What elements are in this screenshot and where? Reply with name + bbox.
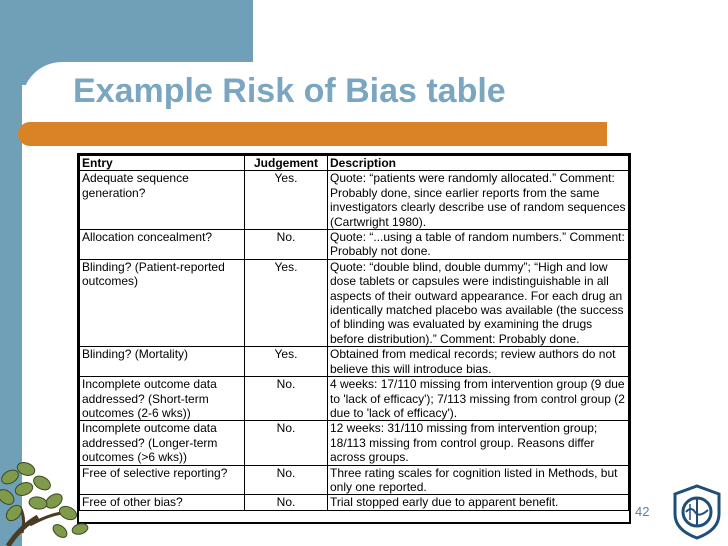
table-row bbox=[80, 347, 629, 377]
entry-cell: Free of other bias? bbox=[80, 495, 245, 510]
slide-title: Example Risk of Bias table bbox=[73, 72, 506, 110]
table-header-row bbox=[80, 156, 629, 171]
judgement-cell: No. bbox=[245, 230, 328, 260]
description-cell: Trial stopped early due to apparent benefit. bbox=[328, 495, 629, 510]
description-cell: Quote: “...using a table of random numbers.” Comment: Probably not done. bbox=[328, 230, 629, 260]
judgement-cell: No. bbox=[245, 495, 328, 510]
table-row bbox=[80, 259, 629, 346]
judgement-cell: No. bbox=[245, 421, 328, 465]
judgement-cell: Yes. bbox=[245, 347, 328, 377]
description-cell: Obtained from medical records; review authors do not believe this will introduce bias. bbox=[328, 347, 629, 377]
table-row bbox=[80, 377, 629, 421]
page-number: 42 bbox=[635, 504, 650, 519]
table-row bbox=[80, 421, 629, 465]
entry-cell: Adequate sequence generation? bbox=[80, 171, 245, 230]
entry-cell: Incomplete outcome data addressed? (Short-term outcomes (2-6 wks)) bbox=[80, 377, 245, 421]
header-judgement: Judgement bbox=[245, 156, 328, 171]
cochrane-logo-icon bbox=[672, 484, 722, 540]
description-cell: 4 weeks: 17/110 missing from intervention group (9 due to 'lack of efficacy'); 7/113 missing from control group (2 due to 'lack of efficacy'). bbox=[328, 377, 629, 421]
risk-of-bias-table bbox=[77, 153, 631, 524]
description-cell: Quote: “double blind, double dummy”; “High and low dose tablets or capsules were indistinguishable in all aspects of their outward appearance. For each drug an identically matched placebo was available (the success of blinding was evaluated by examining the drugs before distribution).” Comment: Probably done. bbox=[328, 259, 629, 346]
tree-decoration-icon bbox=[0, 455, 90, 546]
entry-cell: Blinding? (Mortality) bbox=[80, 347, 245, 377]
description-cell: Three rating scales for cognition listed in Methods, but only one reported. bbox=[328, 465, 629, 495]
accent-bar bbox=[18, 122, 607, 146]
table-row bbox=[80, 171, 629, 230]
entry-cell: Free of selective reporting? bbox=[80, 465, 245, 495]
description-cell: 12 weeks: 31/110 missing from intervention group; 18/113 missing from control group. Reasons differ across groups. bbox=[328, 421, 629, 465]
table-row bbox=[80, 230, 629, 260]
description-cell: Quote: “patients were randomly allocated.” Comment: Probably done, since earlier reports from the same investigators clearly describe use of random sequences (Cartwright 1980). bbox=[328, 171, 629, 230]
entry-cell: Blinding? (Patient-reported outcomes) bbox=[80, 259, 245, 346]
judgement-cell: No. bbox=[245, 377, 328, 421]
judgement-cell: Yes. bbox=[245, 171, 328, 230]
judgement-cell: Yes. bbox=[245, 259, 328, 346]
entry-cell: Incomplete outcome data addressed? (Longer-term outcomes (>6 wks)) bbox=[80, 421, 245, 465]
judgement-cell: No. bbox=[245, 465, 328, 495]
table-row bbox=[80, 465, 629, 495]
table-row bbox=[80, 495, 629, 510]
entry-cell: Allocation concealment? bbox=[80, 230, 245, 260]
header-description: Description bbox=[328, 156, 629, 171]
header-entry: Entry bbox=[80, 156, 245, 171]
